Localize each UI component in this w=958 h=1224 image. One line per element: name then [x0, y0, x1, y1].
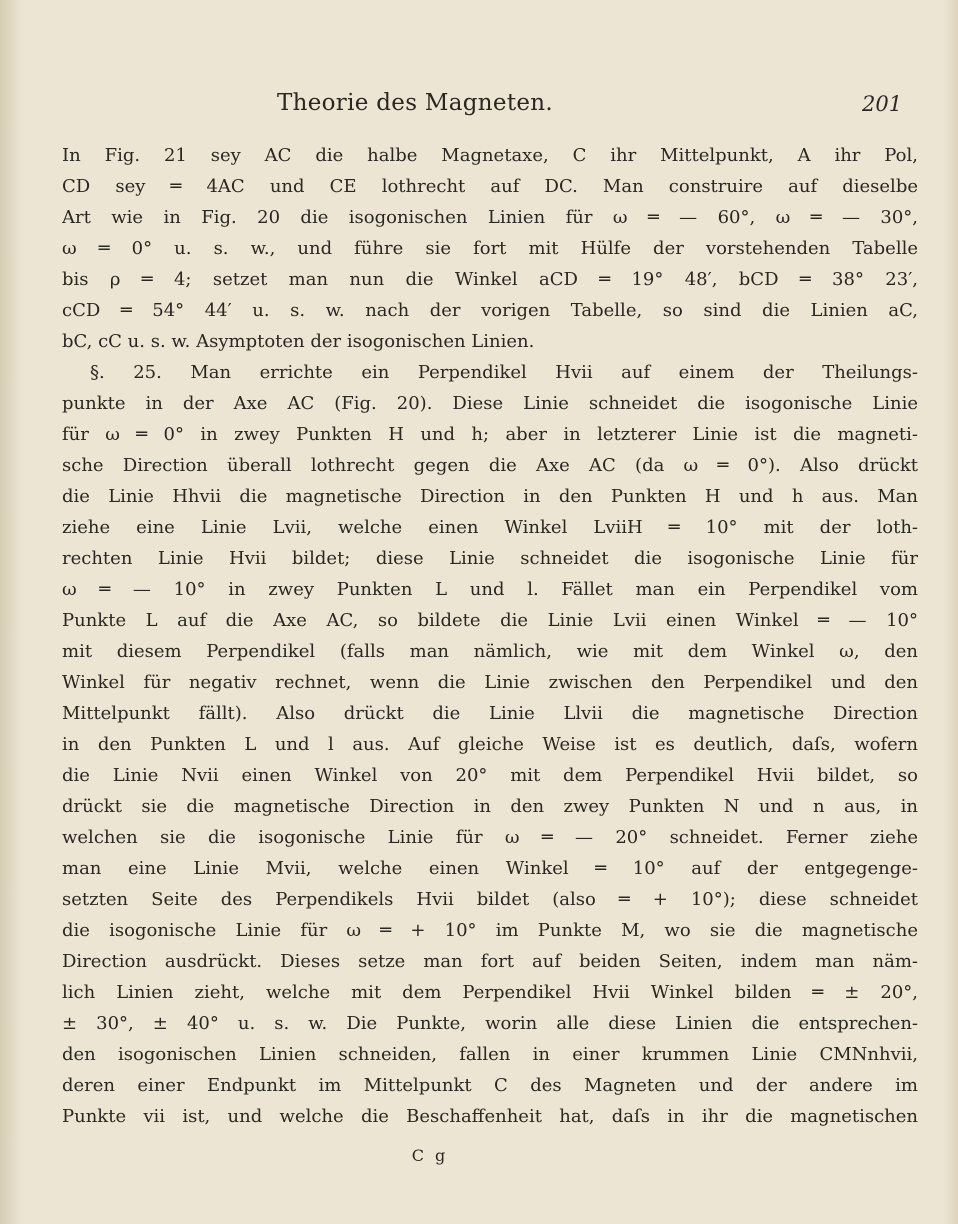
text-line: rechten Linie Hvii bildet; diese Linie schneidet die isogonische Linie für	[62, 548, 918, 569]
text-line: ω ═ — 10° in zwey Punkten L und l. Fället man ein Perpendikel vom	[62, 579, 918, 600]
text-line: für ω ═ 0° in zwey Punkten H und h; aber in letzterer Linie ist die magneti-	[62, 424, 918, 445]
text-line: mit diesem Perpendikel (falls man nämlich, wie mit dem Winkel ω, den	[62, 641, 918, 662]
text-line: ω ═ 0° u. s. w., und führe sie fort mit Hülfe der vorstehenden Tabelle	[62, 238, 918, 259]
text-line: die Linie Nvii einen Winkel von 20° mit dem Perpendikel Hvii bildet, so	[62, 765, 918, 786]
text-line: Punkte L auf die Axe AC, so bildete die Linie Lvii einen Winkel ═ — 10°	[62, 610, 918, 631]
page-edge-shadow-right	[944, 0, 958, 1224]
section-heading-line: §. 25. Man errichte ein Perpendikel Hvii auf einem der Theilungs-	[90, 362, 918, 383]
text-line: bis ρ ═ 4; setzet man nun die Winkel aCD ═ 19° 48′, bCD ═ 38° 23′,	[62, 269, 918, 290]
signature-mark: C g	[411, 1146, 449, 1165]
text-line: die Linie Hhvii die magnetische Direction in den Punkten H und h aus. Man	[62, 486, 918, 507]
text-line: Mittelpunkt fällt). Also drückt die Linie Llvii die magnetische Direction	[62, 703, 918, 724]
text-line: bC, cC u. s. w. Asymptoten der isogonischen Linien.	[62, 331, 535, 352]
text-line: CD sey ═ 4AC und CE lothrecht auf DC. Man construire auf dieselbe	[62, 176, 918, 197]
text-line: deren einer Endpunkt im Mittelpunkt C des Magneten und der andere im	[62, 1075, 918, 1096]
text-line: man eine Linie Mvii, welche einen Winkel ═ 10° auf der entgegenge-	[62, 858, 918, 879]
text-line: punkte in der Axe AC (Fig. 20). Diese Linie schneidet die isogonische Linie	[62, 393, 918, 414]
text-line: Winkel für negativ rechnet, wenn die Linie zwischen den Perpendikel und den	[62, 672, 918, 693]
page-edge-shadow-left	[0, 0, 22, 1224]
text-line: in den Punkten L und l aus. Auf gleiche Weise ist es deutlich, daſs, wofern	[62, 734, 918, 755]
text-line: ziehe eine Linie Lvii, welche einen Winkel LviiH ═ 10° mit der loth-	[62, 517, 918, 538]
text-line: drückt sie die magnetische Direction in den zwey Punkten N und n aus, in	[62, 796, 918, 817]
text-line: Direction ausdrückt. Dieses setze man fort auf beiden Seiten, indem man näm-	[62, 951, 918, 972]
page-header	[0, 86, 958, 126]
text-line: Art wie in Fig. 20 die isogonischen Linien für ω ═ — 60°, ω ═ — 30°,	[62, 207, 918, 228]
page-number: 201	[862, 92, 903, 116]
text-line: den isogonischen Linien schneiden, fallen in einer krummen Linie CMNnhvii,	[62, 1044, 918, 1065]
body-text	[62, 140, 918, 1132]
text-line: welchen sie die isogonische Linie für ω ═ — 20° schneidet. Ferner ziehe	[62, 827, 918, 848]
text-line: setzten Seite des Perpendikels Hvii bildet (also ═ + 10°); diese schneidet	[62, 889, 918, 910]
text-line: sche Direction überall lothrecht gegen die Axe AC (da ω ═ 0°). Also drückt	[62, 455, 918, 476]
running-title: Theorie des Magneten.	[276, 90, 554, 116]
text-line: cCD ═ 54° 44′ u. s. w. nach der vorigen Tabelle, so sind die Linien aC,	[62, 300, 918, 321]
text-line: ± 30°, ± 40° u. s. w. Die Punkte, worin alle diese Linien die entsprechen-	[62, 1013, 918, 1034]
text-line: Punkte vii ist, und welche die Beschaffenheit hat, daſs in ihr die magnetischen	[62, 1106, 918, 1127]
text-line: In Fig. 21 sey AC die halbe Magnetaxe, C ihr Mittelpunkt, A ihr Pol,	[62, 145, 918, 166]
text-line: die isogonische Linie für ω ═ + 10° im Punkte M, wo sie die magnetische	[62, 920, 918, 941]
text-line: lich Linien zieht, welche mit dem Perpendikel Hvii Winkel bilden ═ ± 20°,	[62, 982, 918, 1003]
